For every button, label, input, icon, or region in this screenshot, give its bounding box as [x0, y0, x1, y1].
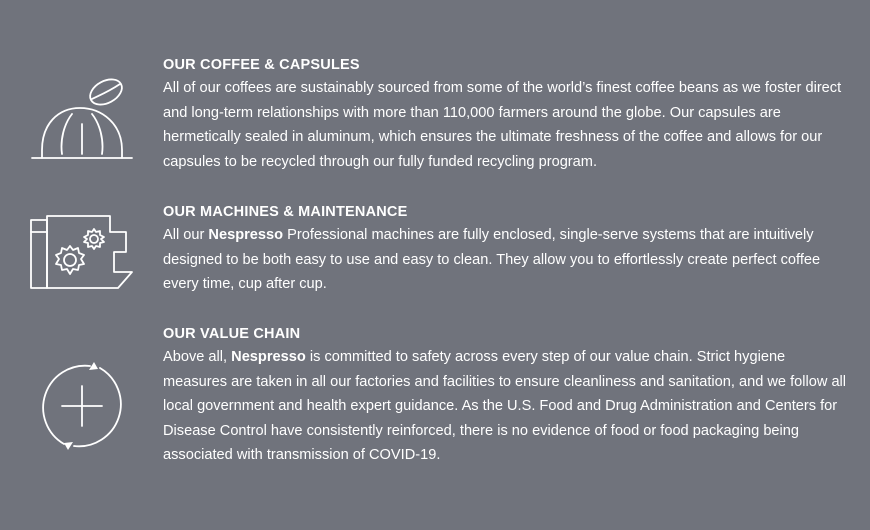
section-heading: OUR MACHINES & MAINTENANCE [163, 204, 408, 220]
section-paragraph [163, 345, 853, 468]
brand-name: Nespresso [208, 227, 284, 243]
section-paragraph: All of our coffees are sustainably sourced from some of the world’s finest coffee beans as we foster direct and long-term relationships with more than 110,000 farmers around the globe. Our capsules are hermetically sealed in aluminum, which ensures the ultimate freshness of the coffee and allows for our capsules to be recycled through our fully funded recycling program. [163, 80, 842, 170]
paragraph-text: All our [163, 227, 209, 243]
section-heading: OUR VALUE CHAIN [163, 326, 301, 342]
brand-name: Nespresso [231, 349, 306, 365]
machine-gears-icon [28, 212, 138, 292]
paragraph-text: is committed to safety across every step of our value chain. Strict hygiene measures are taken in all our factories and facilities to ensure cleanliness and sanitation, and we follow all local government and health expert guidance. As the U.S. Food and Drug Administration and Centers for Disease Control have consistently reinforced, there is no evidence of food or food packaging being associated with transmission of COVID-19. [163, 349, 847, 463]
section-heading: OUR COFFEE & CAPSULES [163, 57, 360, 73]
paragraph-text: Professional machines are fully enclosed, single-serve systems that are intuitively designed to be both easy to use and easy to clean. They allow you to effortlessly create perfect coffee every time, cup after cup. [163, 227, 821, 292]
paragraph-text: Above all, [163, 349, 232, 365]
safety-cycle-icon [34, 358, 130, 454]
coffee-capsule-icon [28, 62, 138, 162]
section-paragraph [163, 223, 853, 297]
